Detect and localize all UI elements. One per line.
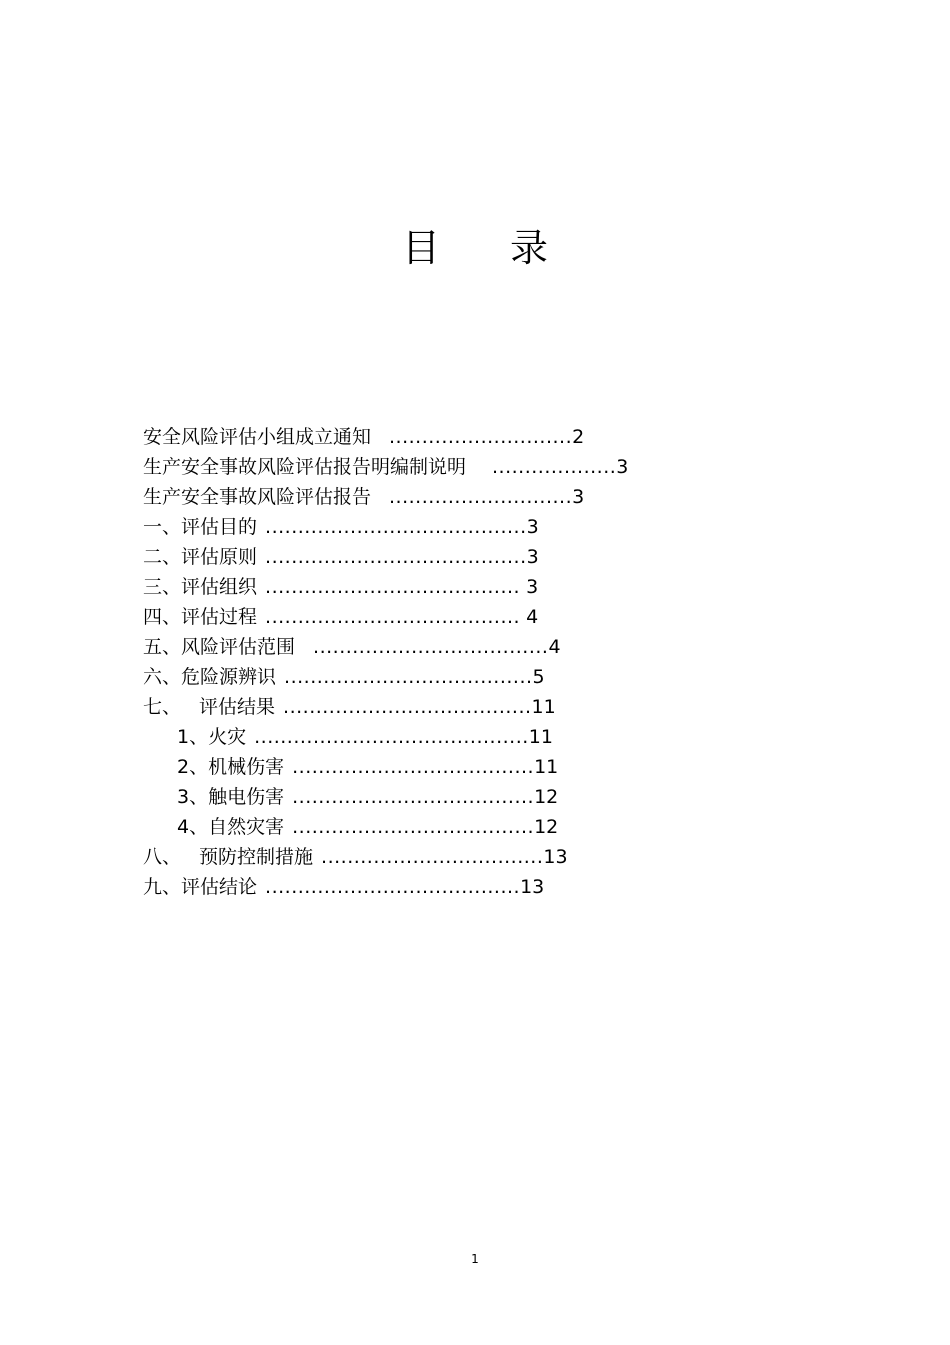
toc-entry-label: 预防控制措施: [199, 846, 314, 868]
toc-entry[interactable]: [143, 632, 763, 662]
toc-entry-leader: .....................................: [292, 756, 535, 778]
toc-entry-number: 八、: [143, 846, 182, 868]
toc-entry-number: 一、: [143, 516, 182, 538]
toc-entry[interactable]: [143, 722, 763, 752]
toc-entry-page: 13: [520, 876, 545, 898]
toc-entry-page: 3: [520, 576, 539, 598]
toc-entry-page: 12: [534, 816, 559, 838]
toc-entry-page: 13: [543, 846, 568, 868]
toc-entry-page: 3: [616, 456, 629, 478]
toc-entry-number: 三、: [143, 576, 182, 598]
toc-entry[interactable]: [143, 482, 763, 512]
toc-entry-leader: ........................................: [265, 546, 527, 568]
toc-entry-page: 4: [548, 636, 561, 658]
toc-entry-page: 12: [534, 786, 559, 808]
toc-entry-page: 2: [572, 426, 585, 448]
toc-entry-leader: ............................: [389, 486, 573, 508]
toc-entry-leader: ...................: [492, 456, 617, 478]
toc-entry-number: 六、: [143, 666, 182, 688]
toc-entry[interactable]: [143, 692, 763, 722]
toc-entry-leader: ......................................: [283, 696, 532, 718]
toc-entry-page: 11: [528, 726, 553, 748]
toc-entry-page: 3: [572, 486, 585, 508]
toc-entry-label: 安全风险评估小组成立通知: [143, 426, 372, 448]
toc-entry-label: 生产安全事故风险评估报告明编制说明: [143, 456, 467, 478]
toc-entry-page: 5: [532, 666, 545, 688]
toc-entry[interactable]: [143, 452, 763, 482]
toc-entry-number: 4、: [177, 816, 209, 838]
toc-entry-page: 3: [526, 516, 539, 538]
toc-entry[interactable]: [143, 812, 763, 842]
toc-entry-number: 2、: [177, 756, 209, 778]
toc-entry-label: 机械伤害: [208, 756, 285, 778]
toc-entry-leader: ............................: [389, 426, 573, 448]
toc-entry-leader: .......................................: [265, 576, 521, 598]
toc-entry-label: 危险源辨识: [181, 666, 277, 688]
toc-entry[interactable]: [143, 572, 763, 602]
toc-entry-label: 生产安全事故风险评估报告: [143, 486, 372, 508]
toc-entry-page: 4: [520, 606, 539, 628]
toc-entry[interactable]: [143, 782, 763, 812]
toc-entry-leader: ......................................: [284, 666, 533, 688]
toc-entry-leader: ....................................: [313, 636, 549, 658]
toc-entry-leader: ..................................: [321, 846, 544, 868]
toc-entry-label: 评估目的: [181, 516, 258, 538]
toc-entry[interactable]: [143, 662, 763, 692]
toc-entry-label: 评估原则: [181, 546, 258, 568]
toc-entry-page: 3: [526, 546, 539, 568]
toc-entry-label: 评估结果: [199, 696, 276, 718]
toc-entry-label: 评估组织: [181, 576, 258, 598]
toc-entry-number: 七、: [143, 696, 182, 718]
toc-entry[interactable]: [143, 512, 763, 542]
toc-entry-page: 11: [534, 756, 559, 778]
toc-entry-leader: .....................................: [292, 786, 535, 808]
toc-entry[interactable]: [143, 752, 763, 782]
toc-entry-page: 11: [531, 696, 556, 718]
toc-entry-number: 五、: [143, 636, 182, 658]
toc-entry-number: 3、: [177, 786, 209, 808]
toc-entry-label: 风险评估范围: [181, 636, 296, 658]
toc-entry-leader: ..........................................: [254, 726, 529, 748]
toc-entry-label: 评估结论: [181, 876, 258, 898]
table-of-contents: [143, 422, 763, 902]
toc-entry-label: 火灾: [208, 726, 247, 748]
toc-entry[interactable]: [143, 422, 763, 452]
toc-entry-number: 二、: [143, 546, 182, 568]
toc-entry-leader: .....................................: [292, 816, 535, 838]
toc-entry[interactable]: [143, 542, 763, 572]
toc-entry-leader: ........................................: [265, 516, 527, 538]
toc-entry[interactable]: [143, 872, 763, 902]
toc-entry-label: 评估过程: [181, 606, 258, 628]
document-title: 目录: [401, 226, 618, 270]
page-number: 1: [471, 1252, 479, 1266]
toc-entry-label: 自然灾害: [208, 816, 285, 838]
toc-entry[interactable]: [143, 602, 763, 632]
toc-entry-number: 九、: [143, 876, 182, 898]
toc-entry-leader: .......................................: [265, 876, 521, 898]
toc-entry-number: 1、: [177, 726, 209, 748]
toc-entry-number: 四、: [143, 606, 182, 628]
toc-entry-leader: .......................................: [265, 606, 521, 628]
toc-entry[interactable]: [143, 842, 763, 872]
toc-entry-label: 触电伤害: [208, 786, 285, 808]
